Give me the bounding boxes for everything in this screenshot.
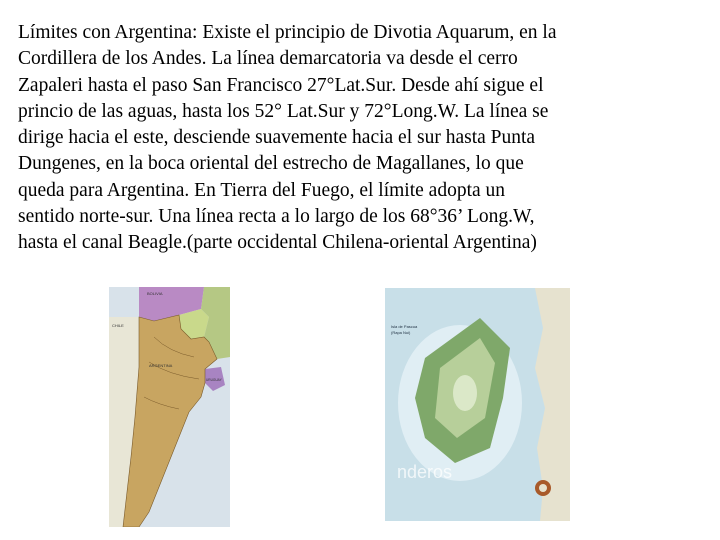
label-uruguay: URUGUAY bbox=[206, 378, 222, 382]
map-logo bbox=[535, 480, 551, 496]
map-title-line-1: Isla de Pascua bbox=[391, 324, 418, 329]
easter-island-map-image bbox=[385, 288, 570, 521]
map-title-line-2: (Rapa Nui) bbox=[391, 330, 411, 335]
label-bolivia: BOLIVIA bbox=[147, 291, 163, 296]
island-crater bbox=[453, 375, 477, 411]
label-chile: CHILE bbox=[112, 323, 124, 328]
slide-body-text: Límites con Argentina: Existe el principio de Divotia Aquarum, en la Cordillera de los Andes. La línea demarcatoria va desde el cerro Zapaleri hasta el paso San Francisco 27°Lat.Sur. Desde ahí sigue el princio de las aguas, hasta los 52° Lat.Sur y 72°Long.W. La línea se dirige hacia el este, desciende suavemente hacia el sur hasta Punta Dungenes, en la boca oriental del estrecho de Magallanes, lo que queda para Argentina. En Tierra del Fuego, el límite adopta un sentido norte-sur. Una línea recta a lo largo de los 68°36’ Long.W, hasta el canal Beagle.(parte occidental Chilena-oriental Argentina) bbox=[18, 22, 557, 254]
argentina-map-image bbox=[109, 287, 230, 527]
map-watermark: nderos bbox=[397, 462, 453, 482]
label-argentina: ARGENTINA bbox=[149, 363, 173, 368]
